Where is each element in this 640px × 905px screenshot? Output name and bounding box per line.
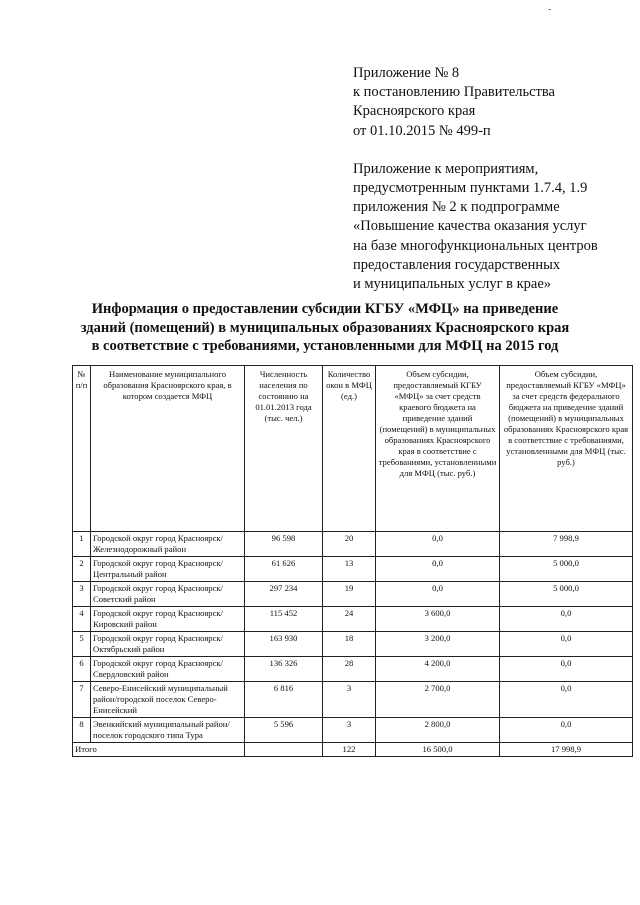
header-number: № п/п <box>73 366 91 532</box>
row-municipality: Городской округ город Красноярск/Свердловский район <box>91 657 245 682</box>
appendix-line: «Повышение качества оказания услуг <box>353 218 587 235</box>
row-number: 1 <box>73 532 91 557</box>
document-title <box>30 300 620 356</box>
row-municipality: Городской округ город Красноярск/Железнодорожный район <box>91 532 245 557</box>
row-windows: 13 <box>323 557 376 582</box>
header-population: Численность населения по состоянию на 01.01.2013 года (тыс. чел.) <box>245 366 323 532</box>
row-number: 4 <box>73 607 91 632</box>
row-regional-subsidy: 2 700,0 <box>376 682 500 718</box>
total-federal-subsidy: 17 998,9 <box>500 743 633 757</box>
row-federal-subsidy: 0,0 <box>500 632 633 657</box>
row-population: 297 234 <box>245 582 323 607</box>
total-windows: 122 <box>323 743 376 757</box>
row-regional-subsidy: 4 200,0 <box>376 657 500 682</box>
row-regional-subsidy: 3 600,0 <box>376 607 500 632</box>
row-federal-subsidy: 0,0 <box>500 682 633 718</box>
row-federal-subsidy: 0,0 <box>500 718 633 743</box>
row-federal-subsidy: 7 998,9 <box>500 532 633 557</box>
table-row <box>73 657 633 682</box>
header-municipality: Наименование муниципального образования Красноярского края, в котором создается МФЦ <box>91 366 245 532</box>
row-population: 163 930 <box>245 632 323 657</box>
row-federal-subsidy: 0,0 <box>500 607 633 632</box>
row-federal-subsidy: 0,0 <box>500 657 633 682</box>
total-population <box>245 743 323 757</box>
table-header-row <box>73 366 633 532</box>
appendix-line: от 01.10.2015 № 499-п <box>353 122 491 139</box>
table-row <box>73 632 633 657</box>
row-windows: 18 <box>323 632 376 657</box>
row-municipality: Городской округ город Красноярск/Центральный район <box>91 557 245 582</box>
row-number: 2 <box>73 557 91 582</box>
total-label: Итого <box>73 743 245 757</box>
title-line: в соответствие с требованиями, установленными для МФЦ на 2015 год <box>91 338 559 354</box>
table-row <box>73 718 633 743</box>
table-row <box>73 582 633 607</box>
table-row <box>73 607 633 632</box>
appendix-line: к постановлению Правительства <box>353 84 555 101</box>
row-municipality: Северо-Енисейский муниципальный район/городской поселок Северо-Енисейский <box>91 682 245 718</box>
appendix-line: приложения № 2 к подпрограмме <box>353 199 560 216</box>
appendix-line: Красноярского края <box>353 103 476 120</box>
row-windows: 20 <box>323 532 376 557</box>
subsidy-table <box>72 365 633 757</box>
row-regional-subsidy: 0,0 <box>376 557 500 582</box>
table-row <box>73 532 633 557</box>
row-windows: 28 <box>323 657 376 682</box>
table-total-row <box>73 743 633 757</box>
appendix-line: и муниципальных услуг в крае» <box>353 276 552 293</box>
row-number: 3 <box>73 582 91 607</box>
row-number: 6 <box>73 657 91 682</box>
row-regional-subsidy: 0,0 <box>376 532 500 557</box>
row-municipality: Городской округ город Красноярск/Октябрьский район <box>91 632 245 657</box>
appendix-line: предоставления государственных <box>353 256 561 273</box>
total-regional-subsidy: 16 500,0 <box>376 743 500 757</box>
row-municipality: Городской округ город Красноярск/Кировский район <box>91 607 245 632</box>
appendix-line: Приложение к мероприятиям, <box>353 160 539 177</box>
row-municipality: Эвенкийский муниципальный район/поселок городского типа Тура <box>91 718 245 743</box>
row-regional-subsidy: 3 200,0 <box>376 632 500 657</box>
row-population: 6 816 <box>245 682 323 718</box>
row-number: 7 <box>73 682 91 718</box>
table-row <box>73 682 633 718</box>
row-number: 8 <box>73 718 91 743</box>
appendix-line: предусмотренным пунктами 1.7.4, 1.9 <box>353 180 588 197</box>
table-row <box>73 557 633 582</box>
spacer <box>353 141 623 160</box>
title-line: Информация о предоставлении субсидии КГБУ «МФЦ» на приведение <box>91 301 559 317</box>
row-windows: 19 <box>323 582 376 607</box>
row-population: 5 596 <box>245 718 323 743</box>
appendix-header <box>353 64 623 294</box>
row-number: 5 <box>73 632 91 657</box>
row-population: 96 598 <box>245 532 323 557</box>
header-windows: Количество окон в МФЦ (ед.) <box>323 366 376 532</box>
row-regional-subsidy: 0,0 <box>376 582 500 607</box>
row-windows: 24 <box>323 607 376 632</box>
row-municipality: Городской округ город Красноярск/Советский район <box>91 582 245 607</box>
header-federal-subsidy: Объем субсидии, предоставляемый КГБУ «МФЦ» за счет средств федерального бюджета на приведение зданий (помещений) в муниципальных образованиях Красноярского края в соответствие с требованиями, установленными для МФЦ (тыс. руб.) <box>500 366 633 532</box>
row-federal-subsidy: 5 000,0 <box>500 557 633 582</box>
row-windows: 3 <box>323 682 376 718</box>
corner-mark: - <box>548 4 552 15</box>
title-line: зданий (помещений) в муниципальных образованиях Красноярского края <box>80 319 570 336</box>
row-population: 115 452 <box>245 607 323 632</box>
appendix-line: Приложение № 8 <box>353 65 460 81</box>
appendix-line: на базе многофункциональных центров <box>353 237 598 254</box>
row-regional-subsidy: 2 800,0 <box>376 718 500 743</box>
header-regional-subsidy: Объем субсидии, предоставляемый КГБУ «МФЦ» за счет средств краевого бюджета на приведение зданий (помещений) в муниципальных образованиях Красноярского края в соответствие с требованиями, установленными для МФЦ (тыс. руб.) <box>376 366 500 532</box>
row-windows: 3 <box>323 718 376 743</box>
row-population: 61 626 <box>245 557 323 582</box>
row-federal-subsidy: 5 000,0 <box>500 582 633 607</box>
row-population: 136 326 <box>245 657 323 682</box>
